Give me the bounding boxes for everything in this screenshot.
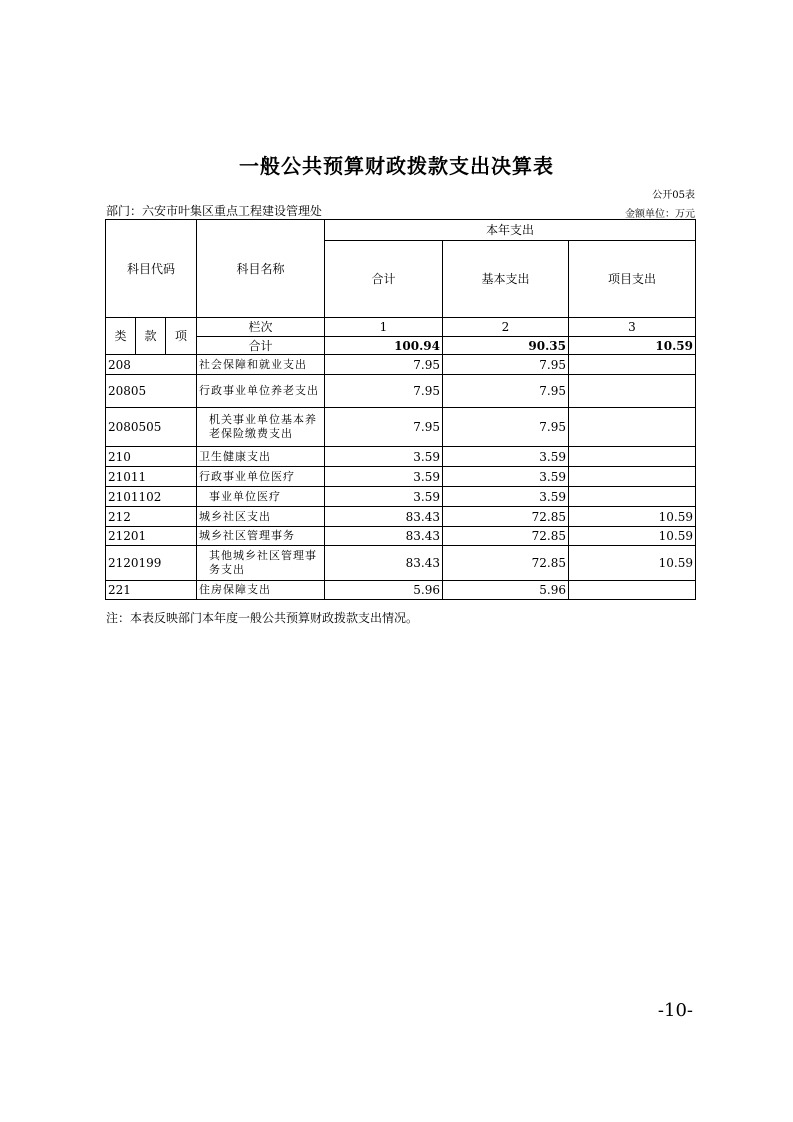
row-code: 20805 bbox=[106, 375, 197, 408]
header-col3: 3 bbox=[569, 318, 696, 337]
row-basic: 72.85 bbox=[443, 527, 569, 546]
row-code: 208 bbox=[106, 355, 197, 375]
header-col2: 2 bbox=[443, 318, 569, 337]
row-code: 2101102 bbox=[106, 487, 197, 507]
row-name: 卫生健康支出 bbox=[197, 447, 325, 467]
row-project bbox=[569, 467, 696, 487]
row-total: 3.59 bbox=[325, 447, 443, 467]
page-number: -10- bbox=[657, 1000, 693, 1021]
table-row bbox=[106, 527, 696, 546]
header-lanci: 栏次 bbox=[197, 318, 325, 337]
row-code: 210 bbox=[106, 447, 197, 467]
row-total: 7.95 bbox=[325, 375, 443, 408]
total-row-basic: 90.35 bbox=[443, 337, 569, 355]
table-row bbox=[106, 467, 696, 487]
row-basic: 72.85 bbox=[443, 546, 569, 581]
header-name: 科目名称 bbox=[197, 220, 325, 318]
unit-label: 金额单位：万元 bbox=[625, 209, 695, 220]
row-basic: 7.95 bbox=[443, 375, 569, 408]
row-total: 83.43 bbox=[325, 546, 443, 581]
row-name: 事业单位医疗 bbox=[197, 487, 325, 507]
row-project: 10.59 bbox=[569, 527, 696, 546]
row-project bbox=[569, 408, 696, 447]
header-xiang: 项 bbox=[166, 318, 197, 355]
row-total: 5.96 bbox=[325, 581, 443, 600]
row-basic: 3.59 bbox=[443, 447, 569, 467]
row-code: 21201 bbox=[106, 527, 197, 546]
row-name: 机关事业单位基本养老保险缴费支出 bbox=[197, 408, 325, 447]
header-basic: 基本支出 bbox=[443, 241, 569, 318]
department-label: 部门：六安市叶集区重点工程建设管理处 bbox=[106, 204, 323, 218]
table-row bbox=[106, 581, 696, 600]
header-this-year: 本年支出 bbox=[325, 220, 696, 241]
row-total: 7.95 bbox=[325, 355, 443, 375]
row-project bbox=[569, 375, 696, 408]
row-name: 住房保障支出 bbox=[197, 581, 325, 600]
row-total: 3.59 bbox=[325, 487, 443, 507]
header-project: 项目支出 bbox=[569, 241, 696, 318]
row-code: 2120199 bbox=[106, 546, 197, 581]
table-row bbox=[106, 546, 696, 581]
page-title: 一般公共预算财政拨款支出决算表 bbox=[239, 154, 554, 178]
row-name: 社会保障和就业支出 bbox=[197, 355, 325, 375]
row-total: 7.95 bbox=[325, 408, 443, 447]
header-col1: 1 bbox=[325, 318, 443, 337]
row-basic: 3.59 bbox=[443, 487, 569, 507]
row-name: 城乡社区支出 bbox=[197, 507, 325, 527]
row-name: 行政事业单位养老支出 bbox=[197, 375, 325, 408]
row-name: 城乡社区管理事务 bbox=[197, 527, 325, 546]
row-code: 221 bbox=[106, 581, 197, 600]
budget-table bbox=[105, 219, 696, 600]
row-name: 其他城乡社区管理事务支出 bbox=[197, 546, 325, 581]
row-code: 2080505 bbox=[106, 408, 197, 447]
row-basic: 7.95 bbox=[443, 408, 569, 447]
table-note: 注：本表反映部门本年度一般公共预算财政拨款支出情况。 bbox=[106, 611, 419, 625]
table-row bbox=[106, 408, 696, 447]
row-project bbox=[569, 487, 696, 507]
header-total: 合计 bbox=[325, 241, 443, 318]
row-project: 10.59 bbox=[569, 507, 696, 527]
row-name: 行政事业单位医疗 bbox=[197, 467, 325, 487]
row-project: 10.59 bbox=[569, 546, 696, 581]
header-code: 科目代码 bbox=[106, 220, 197, 318]
row-project bbox=[569, 447, 696, 467]
row-total: 3.59 bbox=[325, 467, 443, 487]
row-code: 212 bbox=[106, 507, 197, 527]
total-row-project: 10.59 bbox=[569, 337, 696, 355]
table-row bbox=[106, 507, 696, 527]
row-basic: 72.85 bbox=[443, 507, 569, 527]
row-basic: 3.59 bbox=[443, 467, 569, 487]
total-row-label: 合计 bbox=[197, 337, 325, 355]
row-project bbox=[569, 581, 696, 600]
row-total: 83.43 bbox=[325, 527, 443, 546]
row-basic: 7.95 bbox=[443, 355, 569, 375]
table-row bbox=[106, 487, 696, 507]
table-row bbox=[106, 447, 696, 467]
row-basic: 5.96 bbox=[443, 581, 569, 600]
row-project bbox=[569, 355, 696, 375]
header-kuan: 款 bbox=[136, 318, 166, 355]
table-row bbox=[106, 375, 696, 408]
table-row bbox=[106, 355, 696, 375]
row-total: 83.43 bbox=[325, 507, 443, 527]
header-lei: 类 bbox=[106, 318, 136, 355]
total-row-total: 100.94 bbox=[325, 337, 443, 355]
row-code: 21011 bbox=[106, 467, 197, 487]
table-code: 公开05表 bbox=[652, 190, 695, 201]
